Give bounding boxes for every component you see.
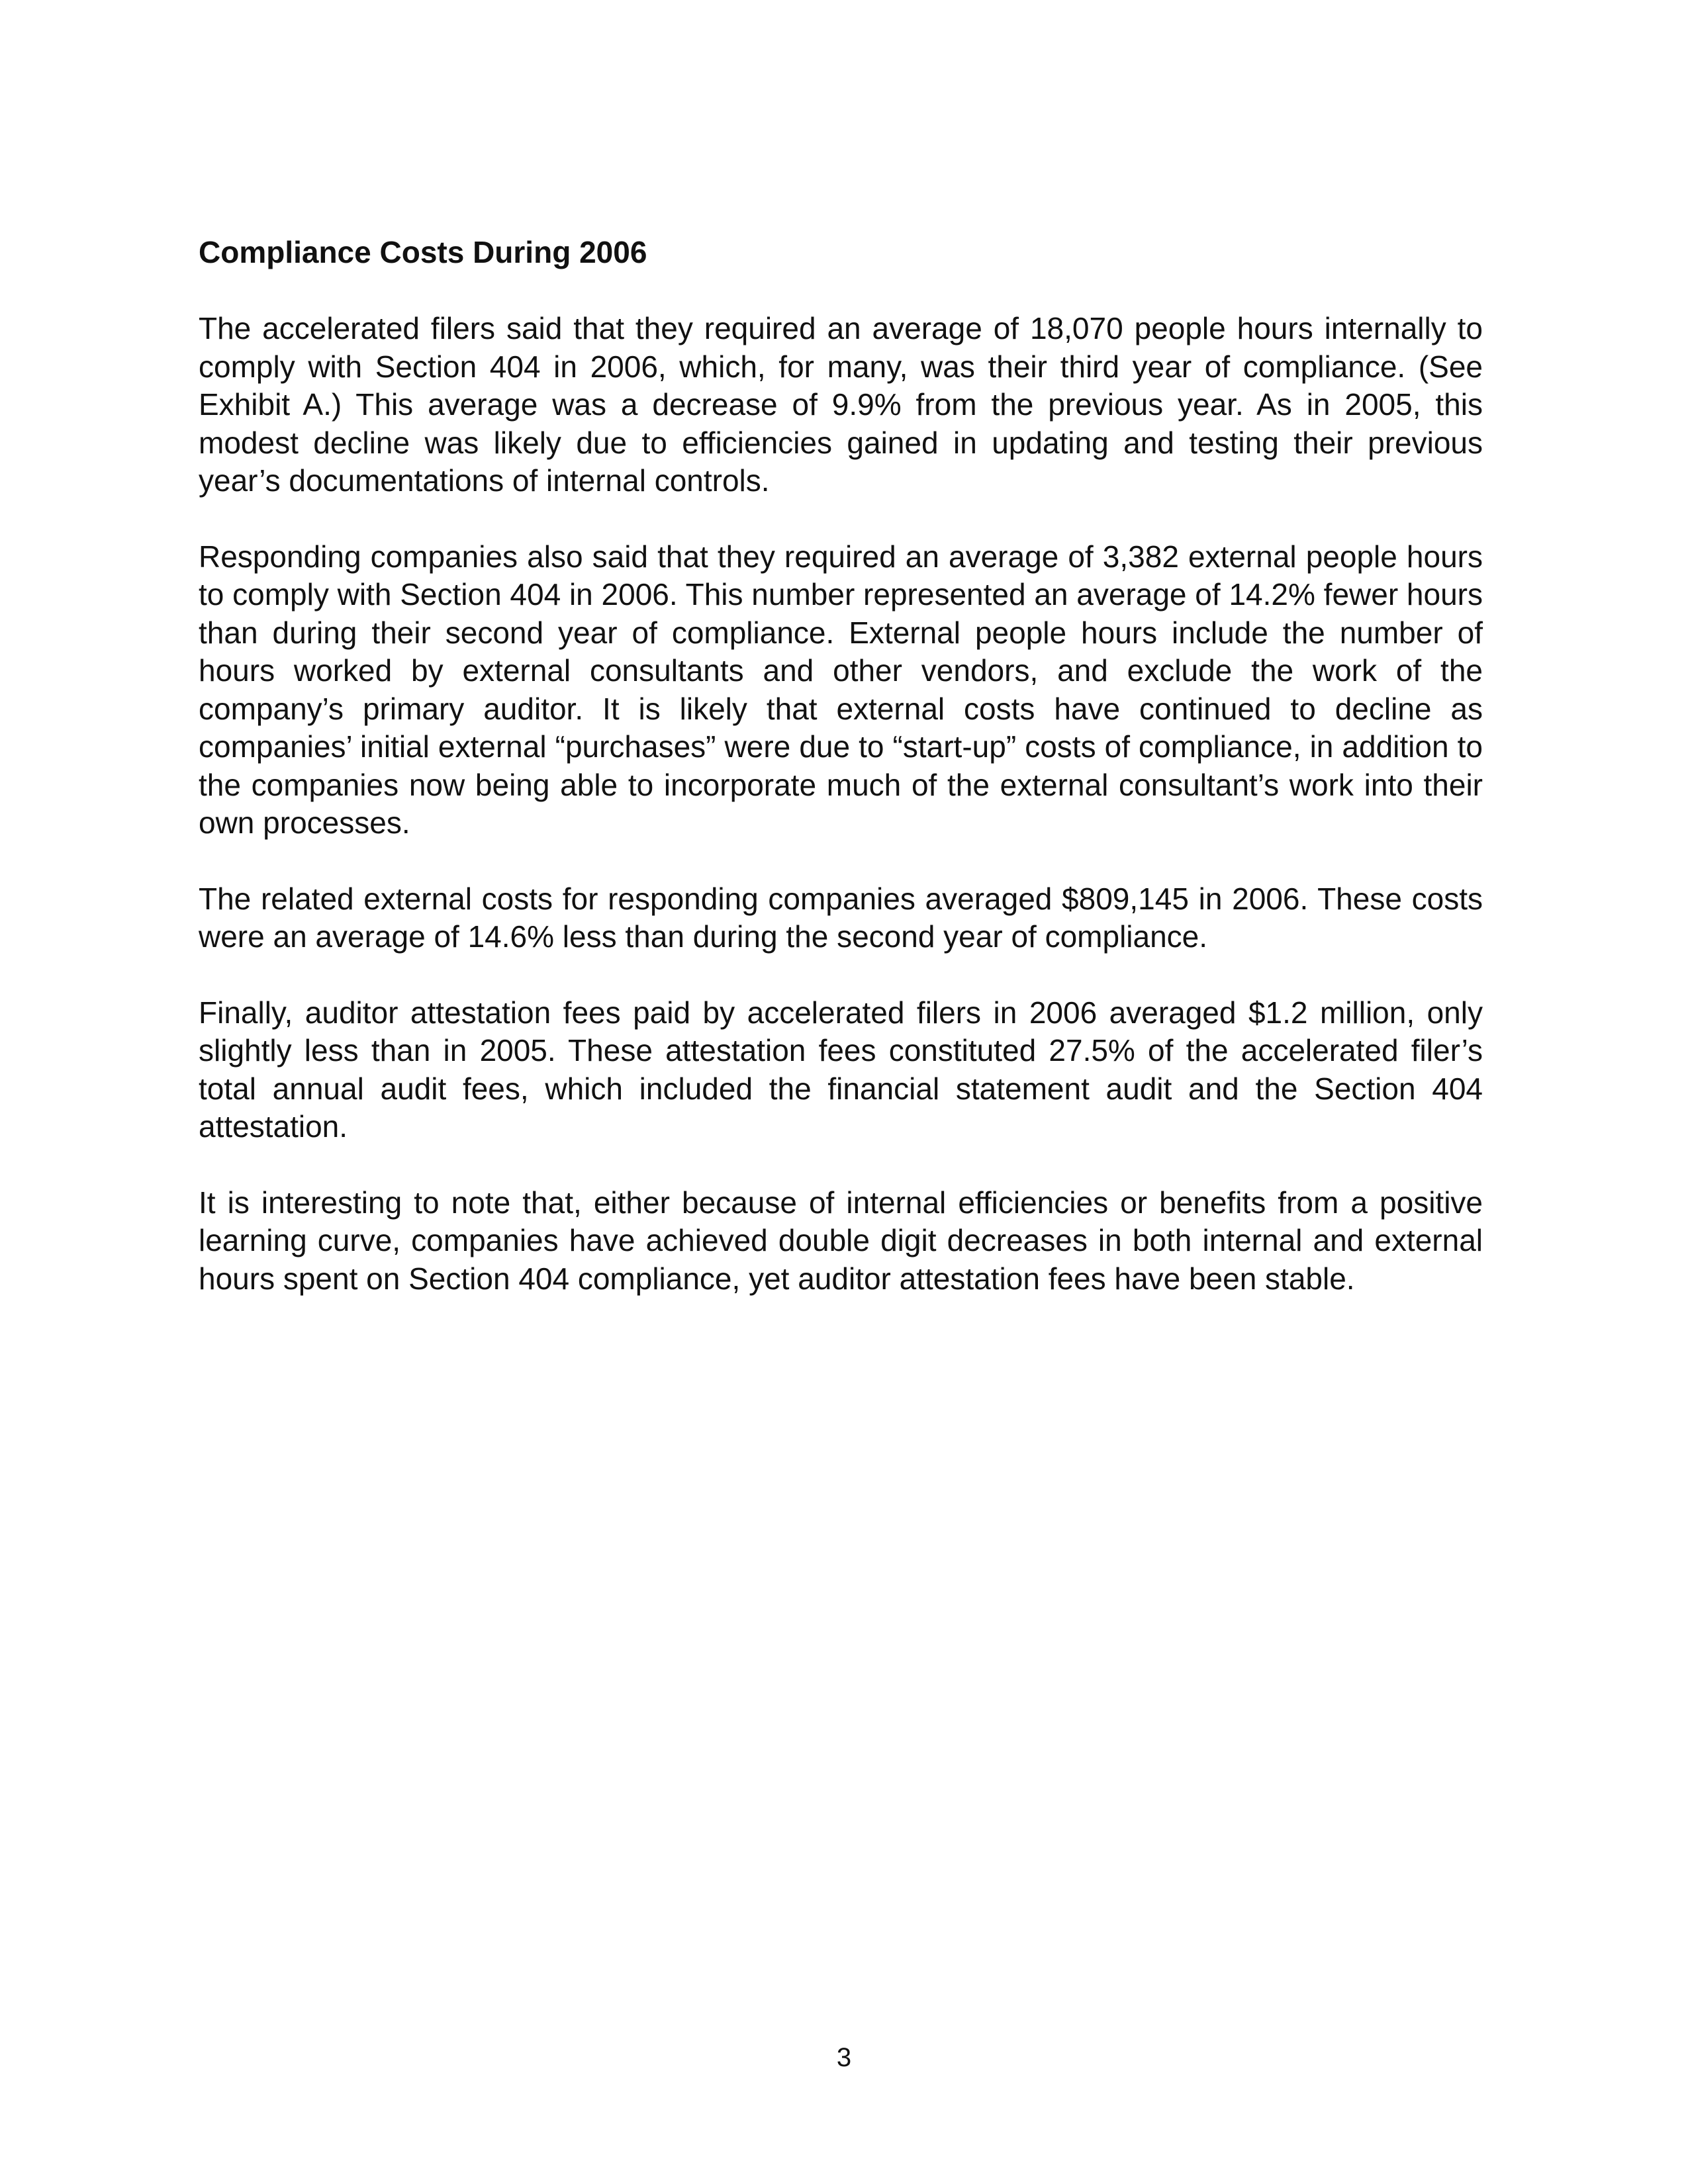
- paragraph-conclusion: It is interesting to note that, either because of internal efficiencies or benefits from a positive learning curve, companies have achieved double digit decreases in both internal and external hours spent on Section 404 compliance, yet auditor attestation fees have been stable.: [199, 1185, 1483, 1296]
- paragraph-external-hours: Responding companies also said that they required an average of 3,382 external people hours to comply with Section 404 in 2006. This number represented an average of 14.2% fewer hours than during their second year of compliance. External people hours include the number of hours worked by external consultants and other vendors, and exclude the work of the company’s primary auditor. It is likely that external costs have continued to decline as companies’ initial external “purchases” were due to “start-up” costs of compliance, in addition to the companies now being able to incorporate much of the external consultant’s work into their own processes.: [199, 539, 1483, 840]
- section-heading: Compliance Costs During 2006: [199, 235, 647, 269]
- page-number: 3: [836, 2043, 852, 2072]
- paragraph-attestation-fees: Finally, auditor attestation fees paid by accelerated filers in 2006 averaged $1.2 million, only slightly less than in 2005. These attestation fees constituted 27.5% of the accelerated filer’s total annual audit fees, which included the financial statement audit and the Section 404 attestation.: [199, 995, 1483, 1144]
- paragraph-internal-hours: The accelerated filers said that they required an average of 18,070 people hours internally to comply with Section 404 in 2006, which, for many, was their third year of compliance. (See Exhibit A.) This average was a decrease of 9.9% from the previous year. As in 2005, this modest decline was likely due to efficiencies gained in updating and testing their previous year’s documentations of internal controls.: [199, 311, 1483, 498]
- page-body: [199, 233, 1483, 1336]
- paragraph-external-costs: The related external costs for responding companies averaged $809,145 in 2006. These costs were an average of 14.6% less than during the second year of compliance.: [199, 881, 1483, 954]
